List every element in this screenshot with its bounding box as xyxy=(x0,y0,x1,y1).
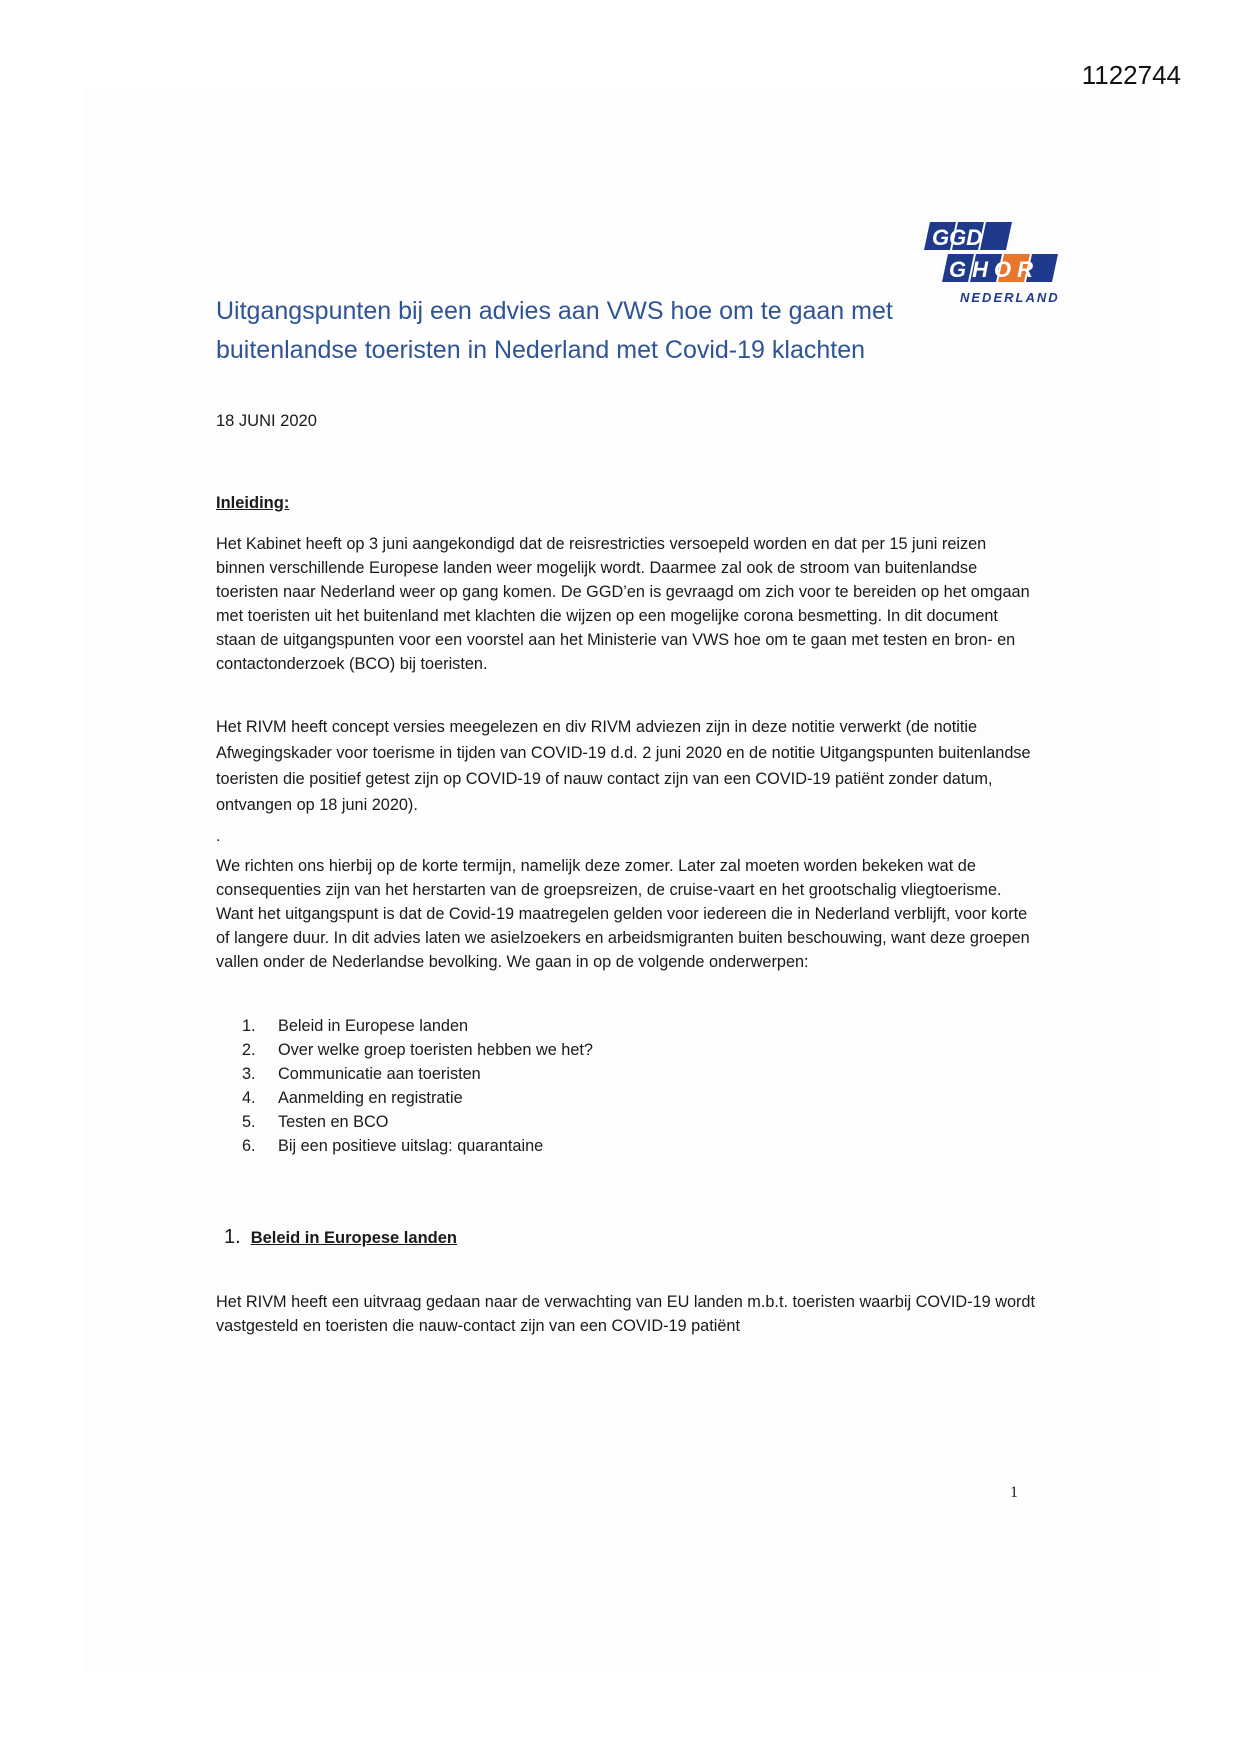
list-item: 2. Over welke groep toeristen hebben we het? xyxy=(242,1041,593,1059)
intro-paragraph-1: Het Kabinet heeft op 3 juni aangekondigd dat de reisrestricties versoepeld worden en dat per 15 juni reizen binnen verschillende Europese landen weer mogelijk wordt. Daarmee zal ook de stroom van buitenlandse toeristen naar Nederland weer op gang komen. De GGD’en is gevraagd om zich voor te bereiden op het omgaan met toeristen uit het buitenland met klachten die wijzen op een mogelijke corona besmetting. In dit document staan de uitgangspunten voor een voorstel aan het Ministerie van VWS hoe om te gaan met testen en bron- en contactonderzoek (BCO) bij toeristen. xyxy=(216,535,1030,673)
list-item: 3. Communicatie aan toeristen xyxy=(242,1065,481,1083)
list-item: 1. Beleid in Europese landen xyxy=(242,1017,469,1035)
section-1-heading xyxy=(224,1226,457,1249)
page-number: 1 xyxy=(1010,1484,1018,1501)
logo-subtitle: NEDERLAND xyxy=(960,290,1060,305)
section-1-number: 1. xyxy=(224,1226,241,1248)
logo-text-ggd: GGD xyxy=(932,225,983,250)
section-1-paragraph: Het RIVM heeft een uitvraag gedaan naar de verwachting van EU landen m.b.t. toeristen waarbij COVID-19 wordt vastgesteld en toeristen die nauw-contact zijn van een COVID-19 patiënt xyxy=(216,1293,1036,1335)
list-item: 4. Aanmelding en registratie xyxy=(242,1089,463,1107)
list-item: 5. Testen en BCO xyxy=(242,1113,389,1131)
list-item: 6. Bij een positieve uitslag: quarantaine xyxy=(242,1137,544,1155)
intro-paragraph-3: We richten ons hierbij op de korte termijn, namelijk deze zomer. Later zal moeten worden bekeken wat de consequenties zijn van het herstarten van de groepsreizen, de cruise-vaart en het grootschalig vliegtoerisme. Want het uitgangspunt is dat de Covid-19 maatregelen gelden voor iedereen die in Nederland verblijft, voor korte of langere duur. In dit advies laten we asielzoekers en arbeidsmigranten buiten beschouwing, want deze groepen vallen onder de Nederlandse bevolking. We gaan in op de volgende onderwerpen: xyxy=(216,857,1030,971)
intro-paragraph-2: Het RIVM heeft concept versies meegelezen en div RIVM adviezen zijn in deze notitie verwerkt (de notitie Afwegingskader voor toerisme in tijden van COVID-19 d.d. 2 juni 2020 en de notitie Uitgangspunten buitenlandse toeristen die positief getest zijn op COVID-19 of nauw contact zijn van een COVID-19 patiënt zonder datum, ontvangen op 18 juni 2020). xyxy=(216,718,1031,814)
topics-list xyxy=(242,1014,593,1158)
stray-dot: . xyxy=(216,828,221,845)
logo-row-1 xyxy=(924,222,1012,250)
logo-text-ghor: GHOR xyxy=(949,257,1039,282)
document-date: 18 JUNI 2020 xyxy=(216,412,317,430)
section-1-title: Beleid in Europese landen xyxy=(250,1229,457,1247)
document-id: 1122744 xyxy=(1081,60,1181,90)
intro-heading: Inleiding: xyxy=(216,494,290,512)
logo-row-2 xyxy=(942,254,1058,282)
document-title: Uitgangspunten bij een advies aan VWS hoe om te gaan met buitenlandse toeristen in Nederland met Covid-19 klachten xyxy=(216,297,893,364)
ggd-ghor-logo xyxy=(920,220,1070,310)
